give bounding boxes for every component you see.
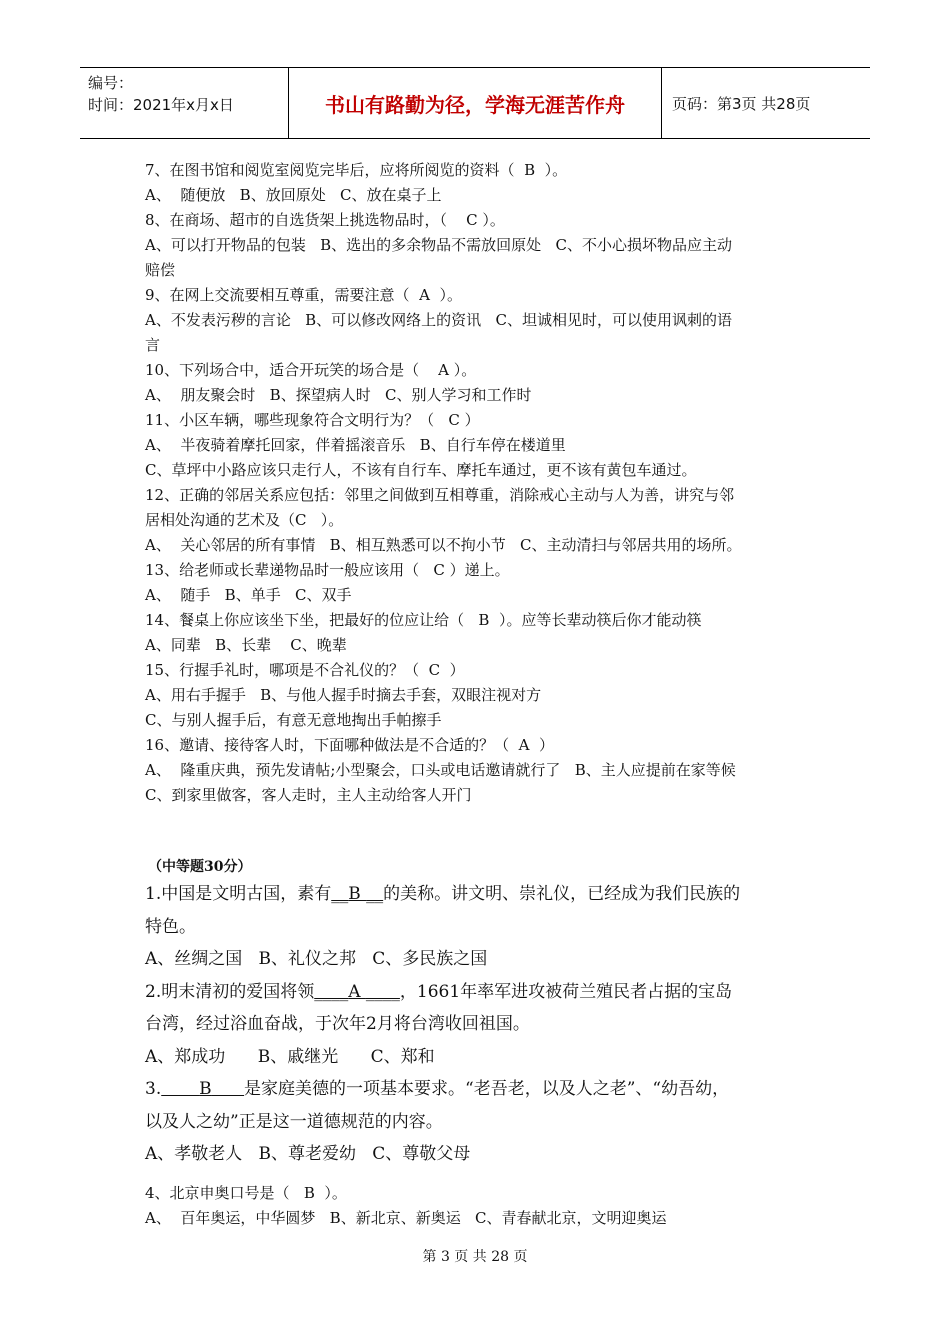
question-2-options: A、郑成功 B、戚继光 C、郑和 (145, 1046, 435, 1067)
text-line: 15、行握手礼时，哪项是不合礼仪的？（ C ） (145, 661, 465, 679)
text-line: A、 朋友聚会时 B、探望病人时 C、别人学习和工作时 (145, 386, 532, 404)
text-line: 16、邀请、接待客人时，下面哪种做法是不合适的？（ A ） (145, 736, 554, 754)
text-line: A、同辈 B、长辈 C、晚辈 (145, 636, 347, 654)
number-label: 编号： (88, 74, 134, 92)
question-2: 2.明末清初的爱国将领____A ____，1661年率军进攻被荷兰殖民者占据的宝岛 (145, 981, 733, 1002)
question-1-cont: 特色。 (145, 916, 196, 937)
question-3: 3. B 是家庭美德的一项基本要求。“老吾老，以及人之老”、“幼吾幼， (145, 1079, 730, 1099)
text-line: 言 (145, 336, 161, 354)
text-line: A、 隆重庆典，预先发请帖;小型聚会，口头或电话邀请就行了 B、主人应提前在家等候 (145, 761, 736, 779)
answer-blank: B (199, 1079, 212, 1099)
text-line: 9、在网上交流要相互尊重，需要注意（ A ）。 (145, 286, 462, 304)
question-1: 1.中国是文明古国，素有__B __的美称。讲文明、崇礼仪，已经成为我们民族的 (145, 884, 741, 904)
question-4: 4、北京申奥口号是（ B ）。 (145, 1183, 347, 1202)
question-3-options: A、孝敬老人 B、尊老爱幼 C、尊敬父母 (145, 1144, 471, 1164)
questions-part2 (145, 878, 835, 1231)
text-line: 8、在商场、超市的自选货架上挑选物品时，（ C ）。 (145, 211, 505, 229)
text-line: C、与别人握手后，有意无意地掏出手帕擦手 (145, 711, 442, 729)
text-line: 14、餐桌上你应该坐下坐，把最好的位应让给（ B ）。应等长辈动筷后你才能动筷 (145, 611, 702, 629)
text-line: 赔偿 (145, 261, 176, 279)
answer-blank: ____A ____ (314, 981, 400, 1002)
page-header (80, 67, 870, 139)
page-footer: 第 3 页 共 28 页 (422, 1249, 528, 1265)
section-title: （中等题30分） (148, 859, 252, 875)
question-1-options: A、丝绸之国 B、礼仪之邦 C、多民族之国 (145, 949, 488, 969)
text-line: C、草坪中小路应该只走行人，不该有自行车、摩托车通过，更不该有黄包车通过。 (145, 461, 697, 479)
text-line: A、 随手 B、单手 C、双手 (145, 586, 352, 604)
text-line: A、不发表污秽的言论 B、可以修改网络上的资讯 C、坦诚相见时，可以使用讽刺的语 (145, 311, 732, 329)
text-line: 10、下列场合中，适合开玩笑的场合是（ A ）。 (145, 361, 477, 379)
questions-part1 (145, 158, 825, 808)
header-page-info: 页码：第3页 共28页 (672, 94, 811, 113)
question-4-options: A、 百年奥运，中华圆梦 B、新北京、新奥运 C、青春献北京，文明迎奥运 (145, 1208, 667, 1227)
header-motto: 书山有路勤为径，学海无涯苦作舟 (289, 68, 662, 138)
text-line: A、 半夜骑着摩托回家，伴着摇滚音乐 B、自行车停在楼道里 (145, 436, 566, 454)
question-3-cont: 以及人之幼”正是这一道德规范的内容。 (145, 1111, 443, 1132)
text-line: 11、小区车辆，哪些现象符合文明行为？（ C ） (145, 411, 480, 429)
text-line: 12、正确的邻居关系应包括：邻里之间做到互相尊重，消除戒心主动与人为善，讲究与邻 (145, 486, 735, 504)
text-line: 7、在图书馆和阅览室阅览完毕后，应将所阅览的资料（ B ）。 (145, 161, 568, 179)
header-meta (80, 68, 289, 138)
answer-blank: __B __ (331, 884, 384, 904)
text-line: A、 关心邻居的所有事情 B、相互熟悉可以不拘小节 C、主动清扫与邻居共用的场所。 (145, 536, 742, 554)
question-2-cont: 台湾，经过浴血奋战，于次年2月将台湾收回祖国。 (145, 1014, 530, 1034)
text-line: A、 随便放 B、放回原处 C、放在桌子上 (145, 186, 442, 204)
text-line: 13、给老师或长辈递物品时一般应该用（ C ）递上。 (145, 561, 510, 579)
text-line: 居相处沟通的艺术及（C ）。 (145, 511, 344, 529)
text-line: A、用右手握手 B、与他人握手时摘去手套，双眼注视对方 (145, 686, 542, 704)
text-line: A、可以打开物品的包装 B、选出的多余物品不需放回原处 C、不小心损坏物品应主动 (145, 236, 732, 254)
date-label: 时间：2021年x月x日 (88, 96, 234, 114)
text-line: C、到家里做客，客人走时，主人主动给客人开门 (145, 786, 472, 804)
